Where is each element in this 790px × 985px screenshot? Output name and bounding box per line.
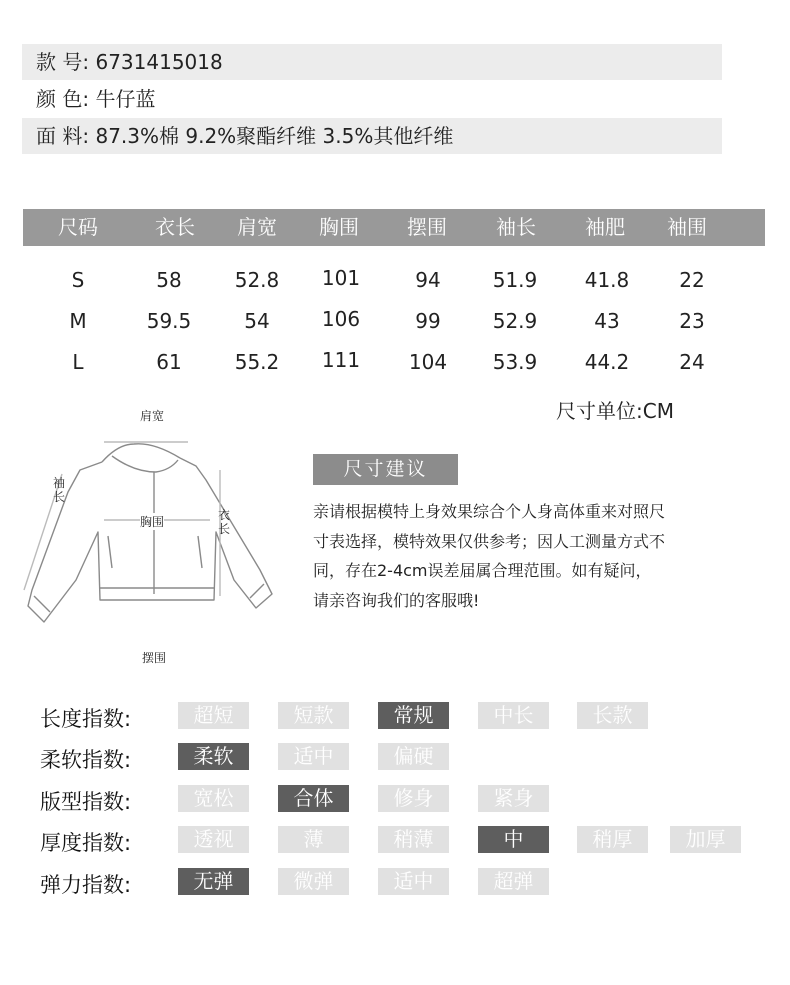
header-length: 衣长 bbox=[155, 215, 195, 239]
fit-option-chip-selected: 合体 bbox=[278, 785, 349, 812]
thickness-index-label: 厚度指数: bbox=[40, 831, 132, 855]
table-cell: 99 bbox=[415, 309, 441, 333]
table-cell: 104 bbox=[408, 350, 448, 374]
fabric-label: 面 料: bbox=[36, 124, 90, 148]
softness-option-chip: 适中 bbox=[278, 743, 349, 770]
size-advice-title: 尺寸建议 bbox=[313, 454, 458, 485]
table-cell: 111 bbox=[321, 348, 361, 372]
table-cell: L bbox=[72, 350, 84, 374]
table-cell: 58 bbox=[156, 268, 182, 292]
style-number-label: 款 号: bbox=[36, 50, 90, 74]
jacket-outline-icon bbox=[20, 400, 290, 670]
style-number-value: 6731415018 bbox=[95, 50, 223, 74]
header-chest: 胸围 bbox=[319, 215, 359, 239]
table-cell: 106 bbox=[321, 307, 361, 331]
diagram-label-sleeve-1: 袖 bbox=[53, 476, 66, 490]
fabric-value: 87.3%棉 9.2%聚酯纤维 3.5%其他纤维 bbox=[95, 124, 454, 148]
header-sleeve-length: 袖长 bbox=[496, 215, 536, 239]
softness-option-chip-selected: 柔软 bbox=[178, 743, 249, 770]
table-cell: 94 bbox=[415, 268, 441, 292]
thickness-option-chip: 透视 bbox=[178, 826, 249, 853]
header-hem: 摆围 bbox=[407, 215, 447, 239]
elasticity-option-chip: 微弹 bbox=[278, 868, 349, 895]
length-option-chip: 短款 bbox=[278, 702, 349, 729]
diagram-label-shoulder: 肩宽 bbox=[140, 409, 165, 423]
thickness-option-chip: 薄 bbox=[278, 826, 349, 853]
table-cell: 24 bbox=[679, 350, 705, 374]
table-cell: 55.2 bbox=[234, 350, 280, 374]
elasticity-option-chip: 超弹 bbox=[478, 868, 549, 895]
elasticity-option-chip-selected: 无弹 bbox=[178, 868, 249, 895]
length-option-chip: 超短 bbox=[178, 702, 249, 729]
table-cell: 59.5 bbox=[146, 309, 192, 333]
elasticity-index-label: 弹力指数: bbox=[40, 873, 132, 897]
thickness-option-chip-selected: 中 bbox=[478, 826, 549, 853]
advice-line: 寸表选择，模特效果仅供参考；因人工测量方式不 bbox=[313, 531, 666, 551]
fabric-row bbox=[22, 118, 722, 154]
jacket-measurement-diagram bbox=[20, 400, 290, 670]
size-unit-note: 尺寸单位:CM bbox=[556, 399, 674, 423]
color-row bbox=[22, 81, 722, 117]
diagram-label-sleeve-2: 长 bbox=[53, 490, 66, 504]
advice-line: 请亲咨询我们的客服哦! bbox=[313, 590, 480, 610]
diagram-label-hem: 摆围 bbox=[142, 651, 167, 665]
size-advice-text bbox=[313, 497, 723, 615]
table-cell: 51.9 bbox=[492, 268, 538, 292]
table-cell: 43 bbox=[594, 309, 620, 333]
table-cell: 52.9 bbox=[492, 309, 538, 333]
fit-option-chip: 宽松 bbox=[178, 785, 249, 812]
header-sleeve-width: 袖肥 bbox=[585, 215, 625, 239]
softness-index-label: 柔软指数: bbox=[40, 748, 132, 772]
fit-option-chip: 修身 bbox=[378, 785, 449, 812]
table-cell: 61 bbox=[156, 350, 182, 374]
diagram-label-chest: 胸围 bbox=[140, 515, 165, 529]
table-cell: 23 bbox=[679, 309, 705, 333]
table-cell: S bbox=[71, 268, 85, 292]
style-number-row bbox=[22, 44, 722, 80]
header-shoulder: 肩宽 bbox=[237, 215, 277, 239]
length-option-chip: 长款 bbox=[577, 702, 648, 729]
length-option-chip: 中长 bbox=[478, 702, 549, 729]
elasticity-option-chip: 适中 bbox=[378, 868, 449, 895]
advice-line: 同，存在2-4cm误差届属合理范围。如有疑问， bbox=[313, 561, 652, 580]
header-cuff: 袖围 bbox=[667, 215, 707, 239]
header-size: 尺码 bbox=[58, 215, 98, 239]
table-cell: 22 bbox=[679, 268, 705, 292]
color-value: 牛仔蓝 bbox=[95, 87, 156, 111]
thickness-option-chip: 稍厚 bbox=[577, 826, 648, 853]
diagram-label-length-2: 长 bbox=[218, 522, 231, 536]
table-cell: M bbox=[69, 309, 87, 333]
size-table-header bbox=[23, 209, 765, 246]
thickness-option-chip: 稍薄 bbox=[378, 826, 449, 853]
color-label: 颜 色: bbox=[36, 87, 90, 111]
table-cell: 101 bbox=[321, 266, 361, 290]
fit-index-label: 版型指数: bbox=[40, 790, 132, 814]
diagram-label-length-1: 衣 bbox=[218, 508, 231, 522]
table-cell: 54 bbox=[244, 309, 270, 333]
table-cell: 41.8 bbox=[584, 268, 630, 292]
table-cell: 53.9 bbox=[492, 350, 538, 374]
thickness-option-chip: 加厚 bbox=[670, 826, 741, 853]
fit-option-chip: 紧身 bbox=[478, 785, 549, 812]
softness-option-chip: 偏硬 bbox=[378, 743, 449, 770]
length-option-chip-selected: 常规 bbox=[378, 702, 449, 729]
table-cell: 44.2 bbox=[584, 350, 630, 374]
table-cell: 52.8 bbox=[234, 268, 280, 292]
advice-line: 亲请根据模特上身效果综合个人身高体重来对照尺 bbox=[313, 502, 666, 521]
length-index-label: 长度指数: bbox=[40, 707, 132, 731]
